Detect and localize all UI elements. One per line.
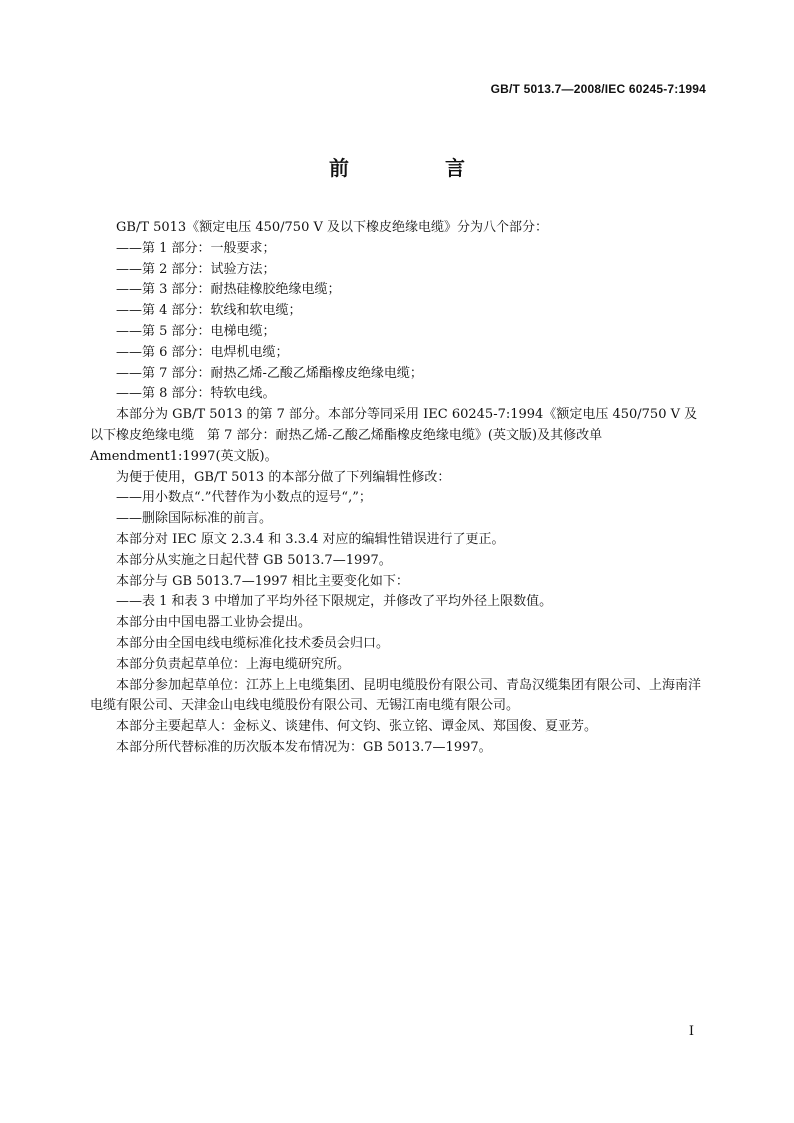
- list-item: ——第 4 部分：软线和软电缆；: [116, 303, 302, 319]
- page-number: I: [688, 1024, 694, 1039]
- paragraph: 本部分对 IEC 原文 2.3.4 和 3.3.4 对应的编辑性错误进行了更正。: [116, 531, 505, 547]
- paragraph: GB/T 5013《额定电压 450/750 V 及以下橡皮绝缘电缆》分为八个部分：: [116, 220, 548, 235]
- list-item: ——第 7 部分：耐热乙烯-乙酸乙烯酯橡皮绝缘电缆；: [116, 365, 423, 381]
- paragraph: 本部分为 GB/T 5013 的第 7 部分。本部分等同采用 IEC 60245-7:1994《额定电压 450/750 V 及以下橡皮绝缘电缆 第 7 部分：耐热乙烯-乙酸乙烯酯橡皮绝缘电缆》(英文版)及其修改单Amendment1:1997(英文版)。: [90, 407, 698, 464]
- paragraph: 本部分从实施之日起代替 GB 5013.7—1997。: [116, 552, 392, 568]
- list-item: ——删除国际标准的前言。: [116, 511, 273, 527]
- list-item: ——第 6 部分：电焊机电缆；: [116, 344, 289, 360]
- paragraph: 本部分由中国电器工业协会提出。: [116, 615, 312, 631]
- list-item: ——第 1 部分：一般要求；: [116, 240, 276, 256]
- list-item: ——第 3 部分：耐热硅橡胶绝缘电缆；: [116, 282, 341, 298]
- page-title: 前 言: [329, 156, 503, 180]
- list-item: ——用小数点“.”代替作为小数点的逗号“,”；: [116, 490, 372, 506]
- list-item: ——第 2 部分：试验方法；: [116, 261, 276, 277]
- foreword-body: [90, 218, 708, 759]
- paragraph: 本部分由全国电线电缆标准化技术委员会归口。: [116, 635, 390, 651]
- page-header-standard-number: GB/T 5013.7—2008/IEC 60245-7:1994: [490, 82, 706, 96]
- list-item: ——表 1 和表 3 中增加了平均外径下限规定，并修改了平均外径上限数值。: [116, 594, 553, 610]
- paragraph: 本部分主要起草人：金标义、谈建伟、何文钧、张立铭、谭金凤、郑国俊、夏亚芳。: [116, 719, 598, 735]
- paragraph: 本部分参加起草单位：江苏上上电缆集团、昆明电缆股份有限公司、青岛汉缆集团有限公司、上海南洋电缆有限公司、天津金山电线电缆股份有限公司、无锡江南电缆有限公司。: [90, 677, 702, 714]
- paragraph: 为便于使用，GB/T 5013 的本部分做了下列编辑性修改：: [116, 469, 451, 485]
- paragraph: 本部分与 GB 5013.7—1997 相比主要变化如下：: [116, 573, 409, 589]
- list-item: ——第 5 部分：电梯电缆；: [116, 323, 276, 339]
- paragraph: 本部分所代替标准的历次版本发布情况为：GB 5013.7—1997。: [116, 739, 492, 755]
- paragraph: 本部分负责起草单位：上海电缆研究所。: [116, 656, 351, 672]
- list-item: ——第 8 部分：特软电线。: [116, 386, 276, 402]
